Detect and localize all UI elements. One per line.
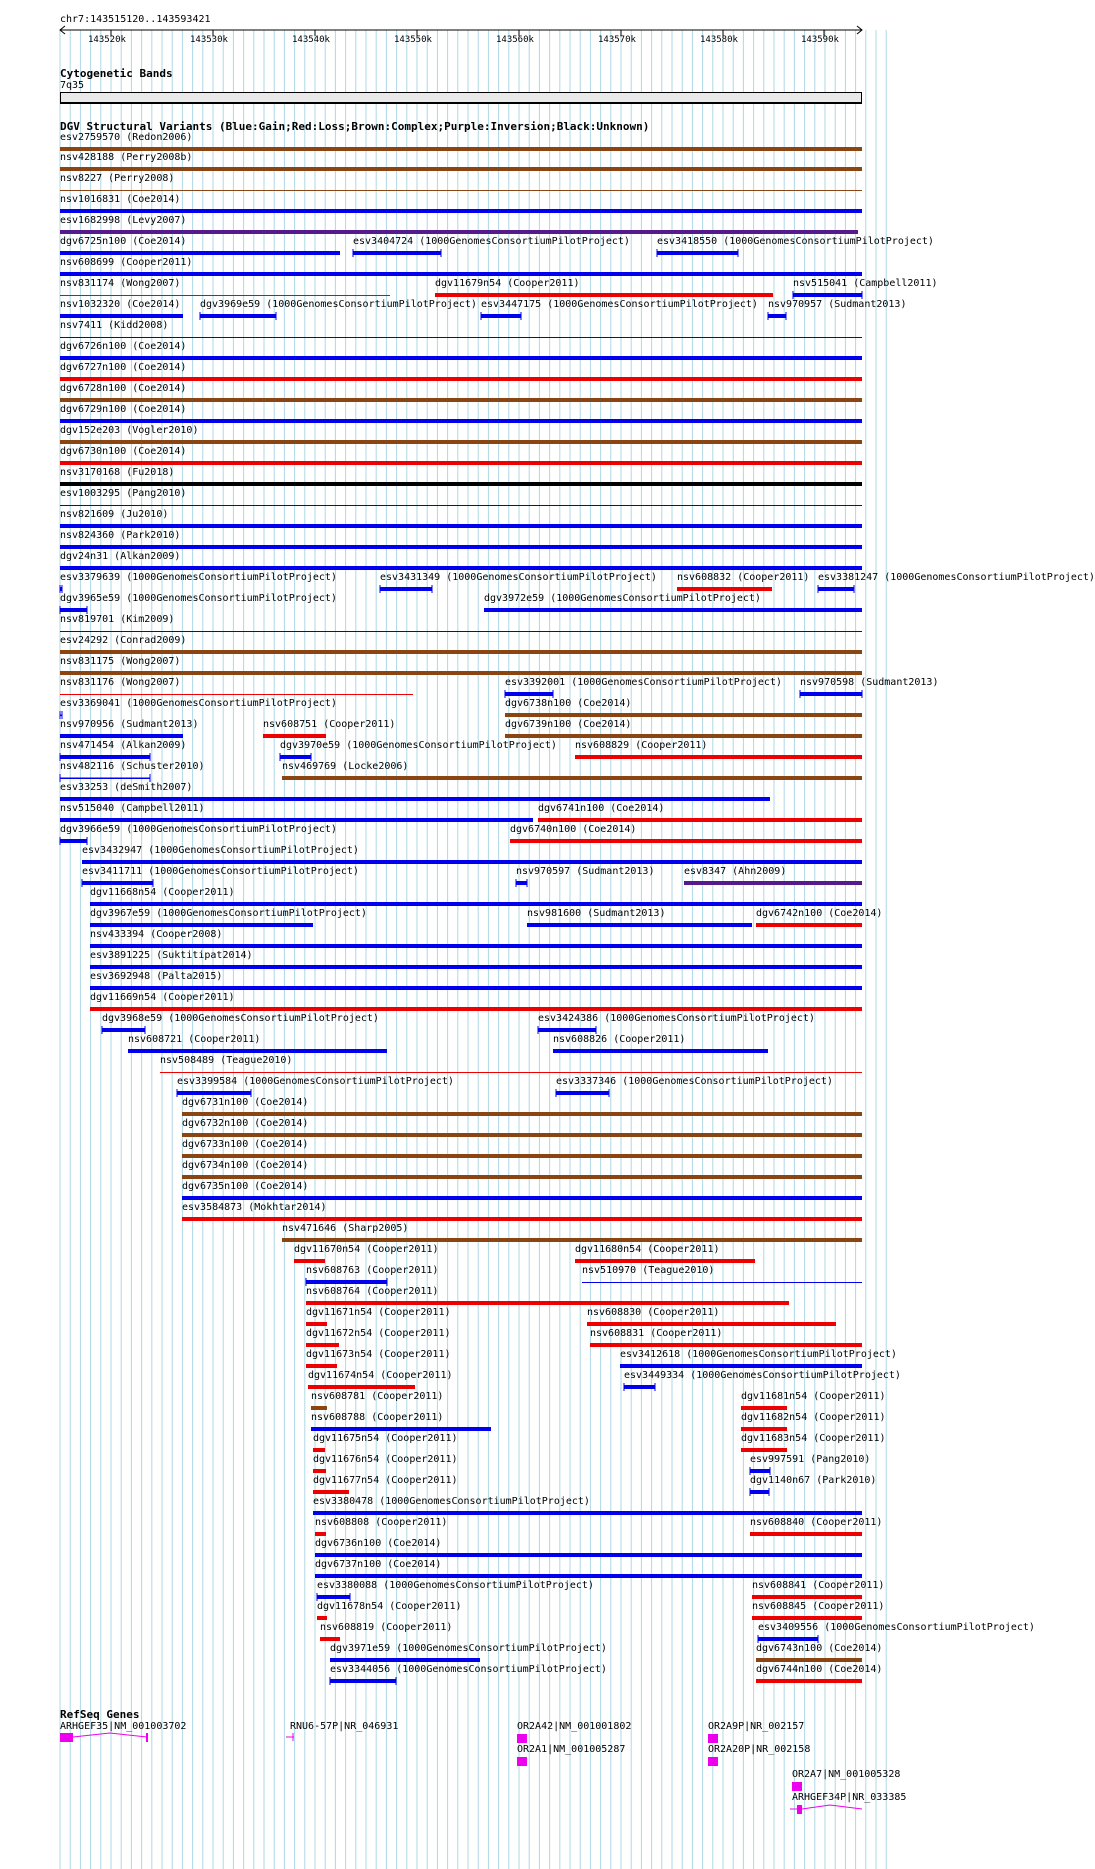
variant-bar[interactable] xyxy=(750,1532,862,1536)
variant-label: dgv6738n100 (Coe2014) xyxy=(505,698,632,709)
variant-bar[interactable] xyxy=(182,1175,862,1179)
variant-label: nsv1016831 (Coe2014) xyxy=(60,194,181,205)
variant-label: dgv1140n67 (Park2010) xyxy=(750,1475,877,1486)
variant-label: dgv11671n54 (Cooper2011) xyxy=(306,1307,451,1318)
variant-label: esv997591 (Pang2010) xyxy=(750,1454,871,1465)
variant-bar[interactable] xyxy=(505,734,862,738)
cytogenetic-bands-title: Cytogenetic Bands xyxy=(60,67,173,80)
variant-label: esv3412618 (1000GenomesConsortiumPilotProject) xyxy=(620,1349,897,1360)
variant-bar[interactable] xyxy=(306,1364,337,1368)
variant-label: nsv608829 (Cooper2011) xyxy=(575,740,708,751)
variant-bar[interactable] xyxy=(587,1322,836,1326)
variant-bar[interactable] xyxy=(590,1343,862,1347)
variant-label: dgv6734n100 (Coe2014) xyxy=(182,1160,309,1171)
variant-label: dgv6730n100 (Coe2014) xyxy=(60,446,187,457)
tick-label: 143530k xyxy=(190,35,228,45)
variant-bar[interactable] xyxy=(60,505,862,506)
variant-label: dgv3969e59 (1000GenomesConsortiumPilotProject) xyxy=(200,299,477,310)
variant-bar[interactable] xyxy=(538,818,862,822)
variant-bar[interactable] xyxy=(60,524,862,528)
variant-label: dgv6740n100 (Coe2014) xyxy=(510,824,637,835)
variant-bar[interactable] xyxy=(315,1553,862,1557)
tick-label: 143590k xyxy=(801,35,839,45)
variant-bar[interactable] xyxy=(313,1469,326,1473)
variant-label: nsv608819 (Cooper2011) xyxy=(320,1622,453,1633)
variant-label: esv33253 (deSmith2007) xyxy=(60,782,193,793)
gene-label: OR2A1|NM_001005287 xyxy=(517,1744,626,1755)
variant-bar[interactable] xyxy=(741,1406,787,1410)
variant-bar[interactable] xyxy=(60,818,533,822)
variant-label: esv3431349 (1000GenomesConsortiumPilotProject) xyxy=(380,572,657,583)
variant-label: nsv482116 (Schuster2010) xyxy=(60,761,205,772)
tick-label: 143540k xyxy=(292,35,330,45)
variant-bar[interactable] xyxy=(60,190,862,191)
variant-label: nsv433394 (Cooper2008) xyxy=(90,929,223,940)
variant-label: dgv6736n100 (Coe2014) xyxy=(315,1538,442,1549)
variant-label: dgv6733n100 (Coe2014) xyxy=(182,1139,309,1150)
gene-label: OR2A20P|NR_002158 xyxy=(708,1744,811,1755)
variant-bar[interactable] xyxy=(60,314,183,318)
variant-bar[interactable] xyxy=(510,839,862,843)
variant-label: dgv3971e59 (1000GenomesConsortiumPilotProject) xyxy=(330,1643,607,1654)
variant-bar[interactable] xyxy=(313,1490,349,1494)
variant-bar[interactable] xyxy=(60,272,862,276)
variant-bar[interactable] xyxy=(128,1049,387,1053)
variant-bar[interactable] xyxy=(60,440,862,444)
variant-bar[interactable] xyxy=(60,797,770,801)
cytoband-bar[interactable] xyxy=(60,92,862,103)
variant-label: esv3891225 (Suktitipat2014) xyxy=(90,950,253,961)
variant-label: nsv970957 (Sudmant2013) xyxy=(768,299,907,310)
variant-bar[interactable] xyxy=(484,608,862,612)
variant-bar[interactable] xyxy=(620,1364,862,1368)
variant-label: dgv11669n54 (Cooper2011) xyxy=(90,992,235,1003)
variant-bar[interactable] xyxy=(182,1112,862,1116)
variant-label: nsv1032320 (Coe2014) xyxy=(60,299,181,310)
variant-bar[interactable] xyxy=(82,860,862,864)
variant-bar[interactable] xyxy=(90,944,862,948)
variant-bar[interactable] xyxy=(311,1406,327,1410)
variant-label: nsv608831 (Cooper2011) xyxy=(590,1328,723,1339)
gene-label: ARHGEF35|NM_001003702 xyxy=(60,1721,187,1732)
variant-bar[interactable] xyxy=(756,1679,862,1683)
variant-bar[interactable] xyxy=(313,1511,862,1515)
variant-bar[interactable] xyxy=(60,209,862,213)
variant-bar[interactable] xyxy=(60,251,340,255)
variant-label: dgv11672n54 (Cooper2011) xyxy=(306,1328,451,1339)
variant-label: nsv508489 (Teague2010) xyxy=(160,1055,293,1066)
variant-label: dgv6743n100 (Coe2014) xyxy=(756,1643,883,1654)
variant-label: dgv11681n54 (Cooper2011) xyxy=(741,1391,886,1402)
variant-bar[interactable] xyxy=(60,398,862,402)
variant-bar[interactable] xyxy=(330,1658,480,1662)
variant-bar[interactable] xyxy=(60,461,862,465)
variant-bar[interactable] xyxy=(60,671,862,675)
variant-label: esv3392001 (1000GenomesConsortiumPilotProject) xyxy=(505,677,782,688)
cytoband-label: 7q35 xyxy=(60,80,85,91)
variant-label: esv3380478 (1000GenomesConsortiumPilotProject) xyxy=(313,1496,590,1507)
variant-label: nsv428188 (Perry2008b) xyxy=(60,152,193,163)
variant-label: nsv819701 (Kim2009) xyxy=(60,614,175,625)
variant-bar[interactable] xyxy=(160,1072,862,1073)
gene-exon[interactable] xyxy=(708,1757,718,1766)
variant-bar[interactable] xyxy=(756,923,862,927)
variant-bar[interactable] xyxy=(182,1133,862,1137)
variant-label: dgv6732n100 (Coe2014) xyxy=(182,1118,309,1129)
variant-bar[interactable] xyxy=(677,587,772,591)
variant-label: esv8347 (Ahn2009) xyxy=(684,866,787,877)
variant-label: dgv11678n54 (Cooper2011) xyxy=(317,1601,462,1612)
variant-label: dgv6727n100 (Coe2014) xyxy=(60,362,187,373)
variant-label: nsv608841 (Cooper2011) xyxy=(752,1580,885,1591)
variant-bar[interactable] xyxy=(308,1385,415,1389)
variant-label: esv3344056 (1000GenomesConsortiumPilotProject) xyxy=(330,1664,607,1675)
variant-bar[interactable] xyxy=(315,1532,326,1536)
variant-label: dgv6737n100 (Coe2014) xyxy=(315,1559,442,1570)
variant-label: dgv6726n100 (Coe2014) xyxy=(60,341,187,352)
variant-label: dgv6728n100 (Coe2014) xyxy=(60,383,187,394)
variant-bar[interactable] xyxy=(553,1049,768,1053)
variant-bar[interactable] xyxy=(575,755,862,759)
tick-label: 143550k xyxy=(394,35,432,45)
variant-bar[interactable] xyxy=(752,1595,862,1599)
variant-label: esv3418550 (1000GenomesConsortiumPilotProject) xyxy=(657,236,934,247)
variant-label: dgv11682n54 (Cooper2011) xyxy=(741,1412,886,1423)
tick-label: 143560k xyxy=(496,35,534,45)
variant-bar[interactable] xyxy=(90,902,862,906)
variant-bar[interactable] xyxy=(60,230,858,234)
variant-bar[interactable] xyxy=(435,293,773,297)
variant-label: nsv8227 (Perry2008) xyxy=(60,173,175,184)
variant-label: esv24292 (Conrad2009) xyxy=(60,635,187,646)
variant-bar[interactable] xyxy=(90,1007,862,1011)
variant-label: dgv3970e59 (1000GenomesConsortiumPilotProject) xyxy=(280,740,557,751)
variant-bar[interactable] xyxy=(60,566,862,570)
variant-bar[interactable] xyxy=(741,1448,787,1452)
variant-label: nsv970598 (Sudmant2013) xyxy=(800,677,939,688)
gene-label: ARHGEF34P|NR_033385 xyxy=(792,1792,907,1803)
variant-label: nsv831175 (Wong2007) xyxy=(60,656,181,667)
variant-label: nsv608764 (Cooper2011) xyxy=(306,1286,439,1297)
variant-label: esv3369041 (1000GenomesConsortiumPilotProject) xyxy=(60,698,337,709)
variant-label: nsv831176 (Wong2007) xyxy=(60,677,181,688)
variant-label: nsv608832 (Cooper2011) xyxy=(677,572,810,583)
variant-bar[interactable] xyxy=(60,734,183,738)
variant-bar[interactable] xyxy=(320,1637,340,1641)
variant-label: dgv6739n100 (Coe2014) xyxy=(505,719,632,730)
variant-label: esv3337346 (1000GenomesConsortiumPilotProject) xyxy=(556,1076,833,1087)
variant-bar[interactable] xyxy=(505,713,862,717)
variant-label: nsv824360 (Park2010) xyxy=(60,530,181,541)
variant-bar[interactable] xyxy=(527,923,752,927)
variant-label: dgv24n31 (Alkan2009) xyxy=(60,551,181,562)
variant-label: dgv6725n100 (Coe2014) xyxy=(60,236,187,247)
variant-label: esv3399584 (1000GenomesConsortiumPilotProject) xyxy=(177,1076,454,1087)
variant-label: esv3692948 (Palta2015) xyxy=(90,971,223,982)
variant-label: dgv152e203 (Vogler2010) xyxy=(60,425,199,436)
variant-label: dgv6729n100 (Coe2014) xyxy=(60,404,187,415)
variant-bar[interactable] xyxy=(182,1217,862,1221)
variant-label: dgv3966e59 (1000GenomesConsortiumPilotProject) xyxy=(60,824,337,835)
variant-label: dgv11676n54 (Cooper2011) xyxy=(313,1454,458,1465)
gene-exon[interactable] xyxy=(792,1782,802,1791)
variant-bar[interactable] xyxy=(60,295,390,296)
variant-bar[interactable] xyxy=(60,631,862,632)
variant-label: nsv608699 (Cooper2011) xyxy=(60,257,193,268)
variant-label: dgv11673n54 (Cooper2011) xyxy=(306,1349,451,1360)
gene-label: RNU6-57P|NR_046931 xyxy=(290,1721,399,1732)
variant-label: nsv608751 (Cooper2011) xyxy=(263,719,396,730)
variant-bar[interactable] xyxy=(756,1658,862,1662)
gene-label: OR2A7|NM_001005328 xyxy=(792,1769,901,1780)
variant-bar[interactable] xyxy=(311,1427,491,1431)
variant-label: dgv6735n100 (Coe2014) xyxy=(182,1181,309,1192)
gene-exon[interactable] xyxy=(517,1757,527,1766)
variant-label: esv3380088 (1000GenomesConsortiumPilotProject) xyxy=(317,1580,594,1591)
variant-label: nsv515041 (Campbell2011) xyxy=(793,278,938,289)
variant-bar[interactable] xyxy=(60,694,413,695)
gene-exon[interactable] xyxy=(146,1733,148,1742)
variant-label: nsv970597 (Sudmant2013) xyxy=(516,866,655,877)
variant-bar[interactable] xyxy=(60,337,862,338)
variant-label: nsv970956 (Sudmant2013) xyxy=(60,719,199,730)
variant-label: nsv608808 (Cooper2011) xyxy=(315,1517,448,1528)
variant-bar[interactable] xyxy=(263,734,326,738)
gene-exon[interactable] xyxy=(708,1734,718,1743)
variant-label: nsv7411 (Kidd2008) xyxy=(60,320,169,331)
refseq-track-title: RefSeq Genes xyxy=(60,1708,140,1721)
variant-bar[interactable] xyxy=(317,1616,327,1620)
variant-label: esv3379639 (1000GenomesConsortiumPilotProject) xyxy=(60,572,337,583)
variant-label: nsv608721 (Cooper2011) xyxy=(128,1034,261,1045)
variant-label: esv3404724 (1000GenomesConsortiumPilotProject) xyxy=(353,236,630,247)
variant-label: esv1682998 (Levy2007) xyxy=(60,215,187,226)
variant-label: dgv6741n100 (Coe2014) xyxy=(538,803,665,814)
tick-label: 143520k xyxy=(88,35,126,45)
variant-bar[interactable] xyxy=(60,650,862,654)
variant-bar[interactable] xyxy=(741,1427,787,1431)
variant-bar[interactable] xyxy=(60,545,862,549)
variant-label: dgv11675n54 (Cooper2011) xyxy=(313,1433,458,1444)
variant-label: esv3584873 (Mokhtar2014) xyxy=(182,1202,327,1213)
variant-label: dgv11680n54 (Cooper2011) xyxy=(575,1244,720,1255)
variant-bar[interactable] xyxy=(60,419,862,423)
variant-bar[interactable] xyxy=(60,167,862,171)
variant-label: esv3432947 (1000GenomesConsortiumPilotProject) xyxy=(82,845,359,856)
variant-label: nsv3170168 (Fu2018) xyxy=(60,467,175,478)
variant-bar[interactable] xyxy=(90,965,862,969)
variant-label: esv2759570 (Redon2006) xyxy=(60,132,193,143)
variant-bar[interactable] xyxy=(90,986,862,990)
variant-bar[interactable] xyxy=(294,1259,325,1263)
variant-label: dgv11677n54 (Cooper2011) xyxy=(313,1475,458,1486)
variant-label: nsv471454 (Alkan2009) xyxy=(60,740,187,751)
variant-label: nsv608840 (Cooper2011) xyxy=(750,1517,883,1528)
variant-label: nsv981600 (Sudmant2013) xyxy=(527,908,666,919)
variant-label: nsv608826 (Cooper2011) xyxy=(553,1034,686,1045)
tick-label: 143580k xyxy=(700,35,738,45)
variant-label: nsv608788 (Cooper2011) xyxy=(311,1412,444,1423)
variant-label: dgv11668n54 (Cooper2011) xyxy=(90,887,235,898)
variant-label: nsv469769 (Locke2006) xyxy=(282,761,409,772)
variant-bar[interactable] xyxy=(60,147,862,151)
variant-bar[interactable] xyxy=(575,1259,755,1263)
variant-label: esv3424386 (1000GenomesConsortiumPilotProject) xyxy=(538,1013,815,1024)
variant-bar[interactable] xyxy=(752,1616,862,1620)
variant-bar[interactable] xyxy=(60,377,862,381)
variant-label: dgv3965e59 (1000GenomesConsortiumPilotProject) xyxy=(60,593,337,604)
variant-label: nsv608830 (Cooper2011) xyxy=(587,1307,720,1318)
variant-label: dgv3967e59 (1000GenomesConsortiumPilotProject) xyxy=(90,908,367,919)
variant-bar[interactable] xyxy=(282,1238,862,1242)
variant-label: dgv6731n100 (Coe2014) xyxy=(182,1097,309,1108)
variant-label: nsv608763 (Cooper2011) xyxy=(306,1265,439,1276)
variant-bar[interactable] xyxy=(90,923,313,927)
gene-intron xyxy=(73,1733,147,1737)
variant-bar[interactable] xyxy=(306,1322,327,1326)
gene-exon[interactable] xyxy=(60,1733,73,1742)
gene-label: OR2A9P|NR_002157 xyxy=(708,1721,805,1732)
variant-label: dgv6744n100 (Coe2014) xyxy=(756,1664,883,1675)
variant-bar[interactable] xyxy=(306,1301,789,1305)
variant-label: nsv821609 (Ju2010) xyxy=(60,509,169,520)
variant-bar[interactable] xyxy=(684,881,862,885)
variant-label: nsv515040 (Campbell2011) xyxy=(60,803,205,814)
gene-label: OR2A42|NM_001001802 xyxy=(517,1721,632,1732)
variant-label: esv3449334 (1000GenomesConsortiumPilotProject) xyxy=(624,1370,901,1381)
variant-bar[interactable] xyxy=(60,482,862,486)
variant-bar[interactable] xyxy=(315,1574,862,1578)
variant-label: esv3447175 (1000GenomesConsortiumPilotProject) xyxy=(481,299,758,310)
variant-label: nsv608781 (Cooper2011) xyxy=(311,1391,444,1402)
variant-label: dgv11679n54 (Cooper2011) xyxy=(435,278,580,289)
variant-bar[interactable] xyxy=(582,1282,862,1283)
variant-label: esv3409556 (1000GenomesConsortiumPilotProject) xyxy=(758,1622,1035,1633)
variant-bar[interactable] xyxy=(306,1343,339,1347)
variant-label: dgv11674n54 (Cooper2011) xyxy=(308,1370,453,1381)
variant-label: nsv831174 (Wong2007) xyxy=(60,278,181,289)
variant-bar[interactable] xyxy=(182,1154,862,1158)
variant-label: nsv471646 (Sharp2005) xyxy=(282,1223,409,1234)
variant-label: esv1003295 (Pang2010) xyxy=(60,488,187,499)
variant-bar[interactable] xyxy=(282,776,862,780)
variant-bar[interactable] xyxy=(313,1448,325,1452)
variant-label: dgv6742n100 (Coe2014) xyxy=(756,908,883,919)
variant-label: nsv510970 (Teague2010) xyxy=(582,1265,715,1276)
dgv-track-title: DGV Structural Variants (Blue:Gain;Red:Loss;Brown:Complex;Purple:Inversion;Black:Unknown) xyxy=(60,120,650,133)
tick-label: 143570k xyxy=(598,35,636,45)
variant-label: dgv3972e59 (1000GenomesConsortiumPilotProject) xyxy=(484,593,761,604)
coordinate-label: chr7:143515120..143593421 xyxy=(60,14,211,25)
variant-bar[interactable] xyxy=(60,356,862,360)
variant-label: esv3411711 (1000GenomesConsortiumPilotProject) xyxy=(82,866,359,877)
gene-exon[interactable] xyxy=(517,1734,527,1743)
variant-label: dgv11670n54 (Cooper2011) xyxy=(294,1244,439,1255)
variant-label: nsv608845 (Cooper2011) xyxy=(752,1601,885,1612)
variant-label: dgv11683n54 (Cooper2011) xyxy=(741,1433,886,1444)
variant-bar[interactable] xyxy=(182,1196,862,1200)
variant-label: esv3381247 (1000GenomesConsortiumPilotProject) xyxy=(818,572,1095,583)
variant-label: dgv3968e59 (1000GenomesConsortiumPilotProject) xyxy=(102,1013,379,1024)
